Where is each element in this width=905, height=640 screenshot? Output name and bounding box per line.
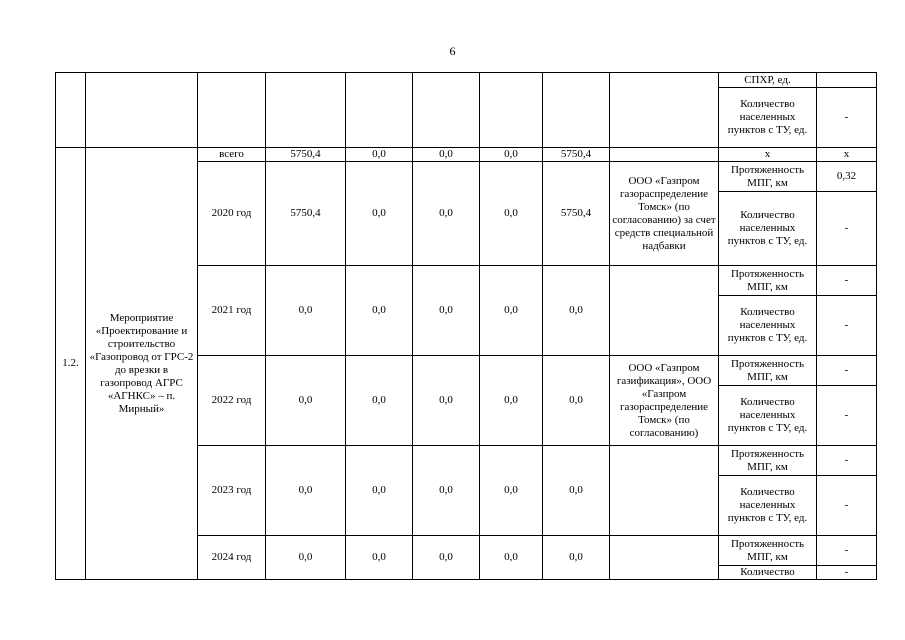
indicator-value bbox=[817, 73, 877, 88]
value-extrabudget: 5750,4 bbox=[543, 162, 610, 266]
program-table bbox=[55, 72, 877, 580]
indicator-name: Протяженность МПГ, км bbox=[719, 162, 817, 192]
period-label: 2023 год bbox=[198, 446, 266, 536]
indicator-value: - bbox=[817, 296, 877, 356]
value-local: 0,0 bbox=[480, 536, 543, 580]
item-number: 1.2. bbox=[56, 148, 86, 580]
value-total: 0,0 bbox=[266, 356, 346, 446]
period-label: 2020 год bbox=[198, 162, 266, 266]
value-extrabudget: 0,0 bbox=[543, 356, 610, 446]
value-local: 0,0 bbox=[480, 148, 543, 162]
indicator-name: Количество населенных пунктов с ТУ, ед. bbox=[719, 192, 817, 266]
executor: ООО «Газпром газификация», ООО «Газпром газораспределение Томск» (по согласованию) bbox=[610, 356, 719, 446]
empty-cell bbox=[543, 73, 610, 148]
empty-cell bbox=[480, 73, 543, 148]
indicator-name: Количество населенных пунктов с ТУ, ед. bbox=[719, 476, 817, 536]
value-total: 0,0 bbox=[266, 536, 346, 580]
value-regional: 0,0 bbox=[413, 356, 480, 446]
value-total: 5750,4 bbox=[266, 148, 346, 162]
total-row bbox=[56, 148, 877, 162]
value-total: 0,0 bbox=[266, 446, 346, 536]
value-extrabudget: 5750,4 bbox=[543, 148, 610, 162]
indicator-value: 0,32 bbox=[817, 162, 877, 192]
indicator-name: Протяженность МПГ, км bbox=[719, 356, 817, 386]
page-number: 6 bbox=[449, 44, 456, 58]
value-regional: 0,0 bbox=[413, 446, 480, 536]
period-label: всего bbox=[198, 148, 266, 162]
value-regional: 0,0 bbox=[413, 148, 480, 162]
indicator-name: Количество населенных пунктов с ТУ, ед. bbox=[719, 386, 817, 446]
empty-cell bbox=[56, 73, 86, 148]
indicator-value: - bbox=[817, 266, 877, 296]
value-federal: 0,0 bbox=[346, 148, 413, 162]
executor bbox=[610, 266, 719, 356]
indicator-name: СПХР, ед. bbox=[719, 73, 817, 88]
value-federal: 0,0 bbox=[346, 356, 413, 446]
value-total: 5750,4 bbox=[266, 162, 346, 266]
executor bbox=[610, 536, 719, 580]
item-name: Мероприятие «Проектирование и строительство «Газопровод от ГРС-2 до врезки в газопровод АГРС «АГНКС» – п. Мирный» bbox=[86, 148, 198, 580]
value-federal: 0,0 bbox=[346, 162, 413, 266]
executor bbox=[610, 148, 719, 162]
executor bbox=[610, 446, 719, 536]
empty-cell bbox=[346, 73, 413, 148]
indicator-value: - bbox=[817, 476, 877, 536]
value-regional: 0,0 bbox=[413, 536, 480, 580]
indicator-value: - bbox=[817, 356, 877, 386]
indicator-value: - bbox=[817, 386, 877, 446]
indicator-name: Протяженность МПГ, км bbox=[719, 266, 817, 296]
period-label: 2024 год bbox=[198, 536, 266, 580]
indicator-value: х bbox=[817, 148, 877, 162]
indicator-name: Количество населенных пунктов с ТУ, ед. bbox=[719, 88, 817, 148]
indicator-name: х bbox=[719, 148, 817, 162]
period-label: 2022 год bbox=[198, 356, 266, 446]
indicator-value: - bbox=[817, 88, 877, 148]
value-extrabudget: 0,0 bbox=[543, 536, 610, 580]
value-federal: 0,0 bbox=[346, 446, 413, 536]
indicator-name: Количество населенных пунктов с ТУ, ед. bbox=[719, 296, 817, 356]
executor: ООО «Газпром газораспределение Томск» (по согласованию) за счет средств специальной надбавки bbox=[610, 162, 719, 266]
value-local: 0,0 bbox=[480, 446, 543, 536]
empty-cell bbox=[610, 73, 719, 148]
value-federal: 0,0 bbox=[346, 266, 413, 356]
period-label: 2021 год bbox=[198, 266, 266, 356]
indicator-value: - bbox=[817, 536, 877, 566]
value-federal: 0,0 bbox=[346, 536, 413, 580]
value-extrabudget: 0,0 bbox=[543, 266, 610, 356]
value-local: 0,0 bbox=[480, 266, 543, 356]
indicator-name: Протяженность МПГ, км bbox=[719, 446, 817, 476]
indicator-name: Протяженность МПГ, км bbox=[719, 536, 817, 566]
indicator-value: - bbox=[817, 446, 877, 476]
empty-cell bbox=[266, 73, 346, 148]
continuation-row bbox=[56, 73, 877, 88]
empty-cell bbox=[86, 73, 198, 148]
indicator-name: Количество bbox=[719, 566, 817, 580]
indicator-value: - bbox=[817, 566, 877, 580]
empty-cell bbox=[198, 73, 266, 148]
value-total: 0,0 bbox=[266, 266, 346, 356]
value-regional: 0,0 bbox=[413, 266, 480, 356]
value-local: 0,0 bbox=[480, 162, 543, 266]
value-local: 0,0 bbox=[480, 356, 543, 446]
empty-cell bbox=[413, 73, 480, 148]
indicator-value: - bbox=[817, 192, 877, 266]
value-extrabudget: 0,0 bbox=[543, 446, 610, 536]
value-regional: 0,0 bbox=[413, 162, 480, 266]
